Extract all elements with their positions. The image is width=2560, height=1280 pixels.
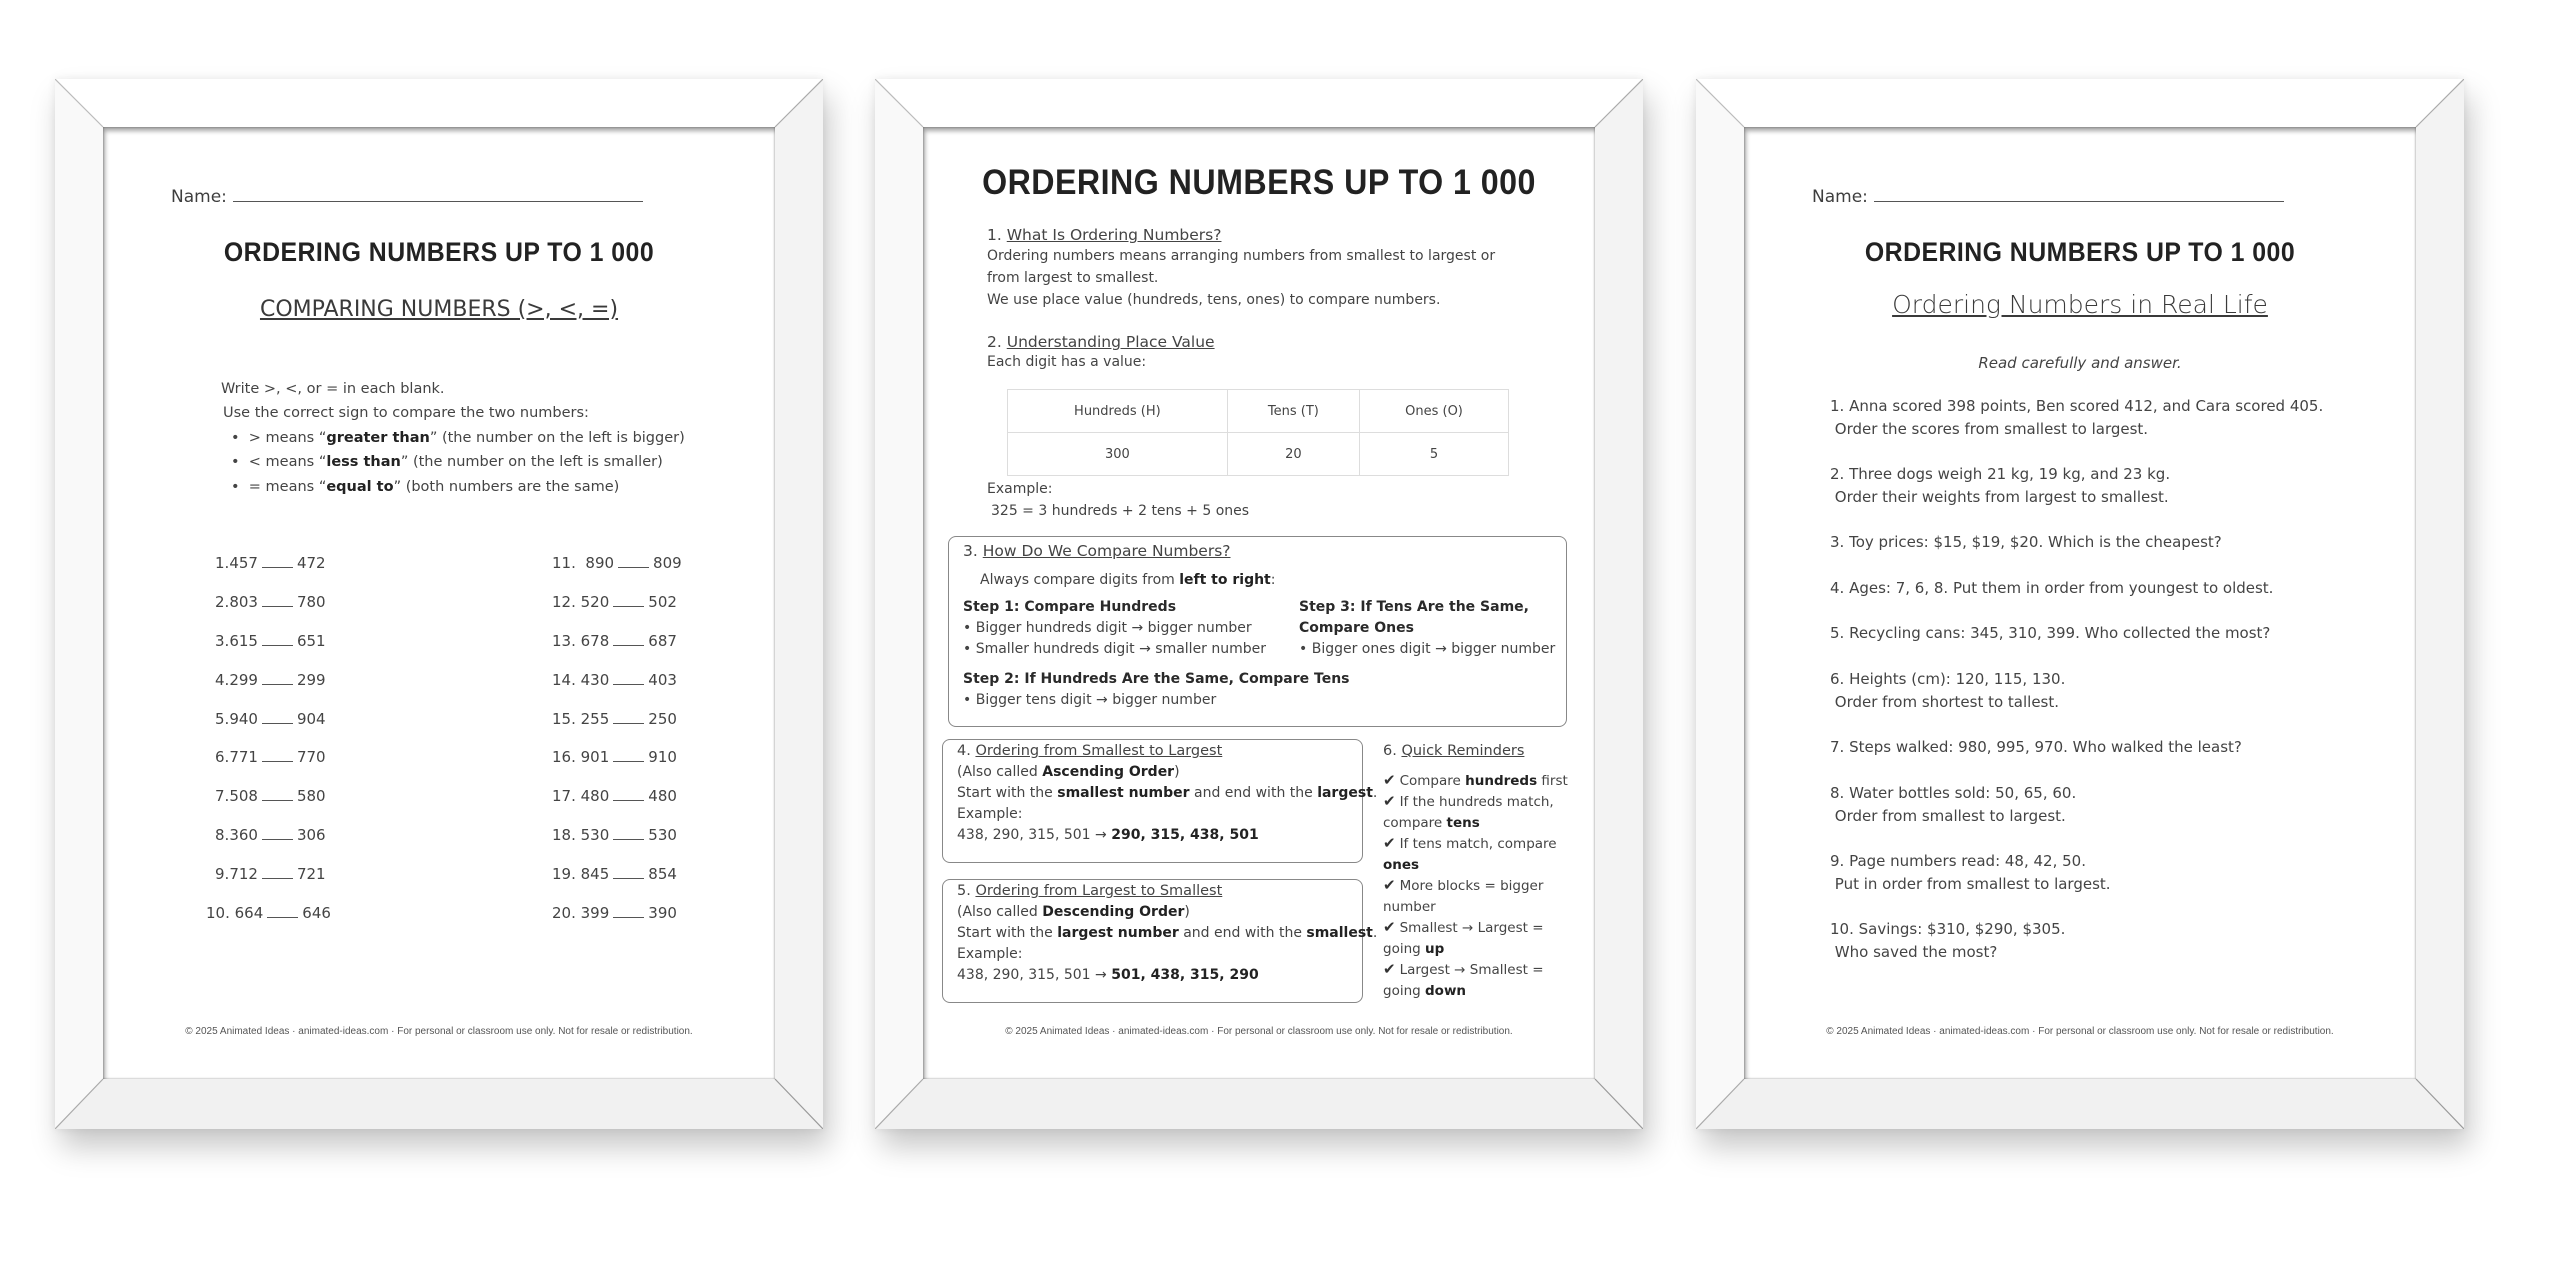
copyright-footer: © 2025 Animated Ideas · animated-ideas.com · For personal or classroom use only. Not for resale or redistribution.	[185, 1026, 693, 1037]
question-7: 7. Steps walked: 980, 995, 970. Who walked the least?	[1830, 738, 2242, 756]
answer-blank[interactable]	[262, 790, 293, 801]
worksheet-page	[103, 127, 775, 1079]
worksheet-subtitle: Ordering Numbers in Real Life	[1892, 290, 2268, 319]
section-4-box	[942, 739, 1378, 863]
section-5-rule: Start with the largest number and end with the smallest.	[957, 925, 1378, 941]
problem-13: 13. 678 687	[552, 632, 677, 650]
problem-1: 1.457 472	[215, 554, 326, 572]
table-row	[1008, 433, 1509, 476]
name-label: Name:	[1812, 187, 1868, 207]
answer-blank[interactable]	[262, 751, 293, 762]
answer-blank[interactable]	[262, 596, 293, 607]
problem-6: 6.771 770	[215, 748, 326, 766]
step-3-title-line-1: Step 3: If Tens Are the Same,	[1299, 599, 1529, 615]
section-5-aka: (Also called Descending Order)	[957, 904, 1190, 920]
problem-16: 16. 901 910	[552, 748, 677, 766]
problem-20: 20. 399 390	[552, 904, 677, 922]
answer-blank[interactable]	[262, 674, 293, 685]
read-carefully-instruction: Read carefully and answer.	[1978, 354, 2182, 372]
reminder-1: ✔ Compare hundreds first	[1383, 771, 1568, 789]
answer-blank[interactable]	[613, 596, 644, 607]
reminder-6: ✔ Largest → Smallest = going down	[1383, 960, 1544, 999]
name-label: Name:	[171, 187, 227, 207]
answer-blank[interactable]	[613, 790, 644, 801]
bullet-greater-than: • > means “greater than” (the number on the left is bigger)	[231, 430, 685, 446]
problem-9: 9.712 721	[215, 865, 326, 883]
checkmark-icon: ✔	[1383, 918, 1396, 936]
answer-blank[interactable]	[613, 868, 644, 879]
copyright-footer: © 2025 Animated Ideas · animated-ideas.com · For personal or classroom use only. Not for resale or redistribution.	[1005, 1026, 1513, 1037]
worksheet-frame-reference	[875, 79, 1643, 1129]
name-blank[interactable]	[1874, 187, 2284, 202]
section-6-heading: 6. Quick Reminders	[1383, 743, 1525, 759]
table-header-ones: Ones (O)	[1360, 390, 1509, 433]
problem-18: 18. 530 530	[552, 826, 677, 844]
section-3-intro: Always compare digits from left to right:	[980, 572, 1276, 588]
worksheet-subtitle: COMPARING NUMBERS (>, <, =)	[259, 297, 619, 322]
answer-blank[interactable]	[262, 557, 293, 568]
problem-12: 12. 520 502	[552, 593, 677, 611]
question-3: 3. Toy prices: $15, $19, $20. Which is the cheapest?	[1830, 533, 2222, 551]
question-10: 10. Savings: $310, $290, $305. Who saved the most?	[1830, 920, 2066, 961]
step-2-bullet-1: • Bigger tens digit → bigger number	[963, 692, 1217, 708]
answer-blank[interactable]	[613, 713, 644, 724]
problem-3: 3.615 651	[215, 632, 326, 650]
step-1-bullet-2: • Smaller hundreds digit → smaller number	[963, 641, 1267, 657]
problem-7: 7.508 580	[215, 787, 326, 805]
worksheet-page	[923, 127, 1595, 1079]
checkmark-icon: ✔	[1383, 834, 1396, 852]
step-2-title: Step 2: If Hundreds Are the Same, Compare Tens	[963, 671, 1350, 687]
section-2-example: 325 = 3 hundreds + 2 tens + 5 ones	[991, 503, 1250, 519]
section-2-heading: 2. Understanding Place Value	[987, 333, 1215, 351]
section-4-aka: (Also called Ascending Order)	[957, 764, 1180, 780]
section-1-line-1: Ordering numbers means arranging numbers from smallest to largest or	[987, 248, 1496, 264]
question-2: 2. Three dogs weigh 21 kg, 19 kg, and 23 kg. Order their weights from largest to smallest.	[1830, 465, 2171, 506]
answer-blank[interactable]	[613, 829, 644, 840]
problem-11: 11. 890 809	[552, 554, 682, 572]
section-4-example-label: Example:	[957, 806, 1023, 822]
name-field[interactable]	[1812, 187, 2284, 207]
problem-5: 5.940 904	[215, 710, 326, 728]
answer-blank[interactable]	[267, 907, 298, 918]
question-5: 5. Recycling cans: 345, 310, 399. Who collected the most?	[1830, 624, 2271, 642]
answer-blank[interactable]	[613, 751, 644, 762]
step-3-bullet-1: • Bigger ones digit → bigger number	[1299, 641, 1556, 657]
answer-blank[interactable]	[262, 829, 293, 840]
table-cell-ones: 5	[1360, 433, 1509, 476]
problem-10: 10. 664 646	[206, 904, 331, 922]
problem-2: 2.803 780	[215, 593, 326, 611]
question-9: 9. Page numbers read: 48, 42, 50. Put in order from smallest to largest.	[1830, 852, 2111, 893]
section-1-line-2: from largest to smallest.	[987, 270, 1159, 286]
section-2-intro: Each digit has a value:	[987, 354, 1147, 370]
question-6: 6. Heights (cm): 120, 115, 130. Order from shortest to tallest.	[1830, 670, 2066, 711]
bullet-equal-to: • = means “equal to” (both numbers are the same)	[231, 479, 620, 495]
step-3-title-line-2: Compare Ones	[1299, 620, 1414, 636]
worksheet-title: ORDERING NUMBERS UP TO 1 000	[1864, 237, 2296, 267]
section-5-heading: 5. Ordering from Largest to Smallest	[957, 883, 1223, 899]
step-1-bullet-1: • Bigger hundreds digit → bigger number	[963, 620, 1252, 636]
problem-19: 19. 845 854	[552, 865, 677, 883]
reminder-2: ✔ If the hundreds match, compare tens	[1383, 792, 1554, 831]
table-cell-hundreds: 300	[1008, 433, 1228, 476]
table-header-tens: Tens (T)	[1227, 390, 1359, 433]
table-header-row	[1008, 390, 1509, 433]
table-cell-tens: 20	[1227, 433, 1359, 476]
problem-8: 8.360 306	[215, 826, 326, 844]
answer-blank[interactable]	[613, 635, 644, 646]
section-1-heading: 1. What Is Ordering Numbers?	[987, 226, 1222, 244]
section-1-line-3: We use place value (hundreds, tens, ones) to compare numbers.	[987, 292, 1441, 308]
section-4-rule: Start with the smallest number and end with the largest.	[957, 785, 1378, 801]
place-value-table	[1007, 389, 1509, 476]
problem-17: 17. 480 480	[552, 787, 677, 805]
reminder-4: ✔ More blocks = bigger number	[1383, 876, 1544, 915]
checkmark-icon: ✔	[1383, 792, 1396, 810]
section-5-example-label: Example:	[957, 946, 1023, 962]
name-field[interactable]	[171, 187, 643, 207]
checkmark-icon: ✔	[1383, 876, 1396, 894]
section-4-heading: 4. Ordering from Smallest to Largest	[957, 743, 1223, 759]
instruction-line-2: Use the correct sign to compare the two numbers:	[223, 405, 589, 421]
reminder-3: ✔ If tens match, compare ones	[1383, 834, 1557, 873]
answer-blank[interactable]	[613, 674, 644, 685]
answer-blank[interactable]	[262, 635, 293, 646]
answer-blank[interactable]	[262, 713, 293, 724]
section-3-box	[948, 536, 1567, 727]
step-1-title: Step 1: Compare Hundreds	[963, 599, 1177, 615]
table-header-hundreds: Hundreds (H)	[1008, 390, 1228, 433]
answer-blank[interactable]	[613, 907, 644, 918]
worksheet-frame-real-life	[1696, 79, 2464, 1129]
copyright-footer: © 2025 Animated Ideas · animated-ideas.com · For personal or classroom use only. Not for resale or redistribution.	[1826, 1026, 2334, 1037]
name-blank[interactable]	[233, 187, 643, 202]
problem-15: 15. 255 250	[552, 710, 677, 728]
question-4: 4. Ages: 7, 6, 8. Put them in order from youngest to oldest.	[1830, 579, 2274, 597]
problem-14: 14. 430 403	[552, 671, 677, 689]
worksheet-title: ORDERING NUMBERS UP TO 1 000	[223, 237, 655, 267]
checkmark-icon: ✔	[1383, 960, 1396, 978]
section-3-heading: 3. How Do We Compare Numbers?	[963, 542, 1231, 560]
question-1: 1. Anna scored 398 points, Ben scored 412, and Cara scored 405. Order the scores from smallest to largest.	[1830, 397, 2324, 438]
checkmark-icon: ✔	[1383, 771, 1396, 789]
reminder-5: ✔ Smallest → Largest = going up	[1383, 918, 1544, 957]
section-2-example-label: Example:	[987, 481, 1053, 497]
section-5-example: 438, 290, 315, 501 → 501, 438, 315, 290	[957, 967, 1259, 983]
bullet-less-than: • < means “less than” (the number on the left is smaller)	[231, 454, 663, 470]
section-5-box	[942, 879, 1378, 1003]
worksheet-frame-comparing	[55, 79, 823, 1129]
section-4-example: 438, 290, 315, 501 → 290, 315, 438, 501	[957, 827, 1259, 843]
question-8: 8. Water bottles sold: 50, 65, 60. Order from smallest to largest.	[1830, 784, 2077, 825]
instruction-line-1: Write >, <, or = in each blank.	[221, 381, 445, 397]
problem-4: 4.299 299	[215, 671, 326, 689]
answer-blank[interactable]	[618, 557, 649, 568]
worksheet-title: ORDERING NUMBERS UP TO 1 000	[982, 163, 1536, 202]
answer-blank[interactable]	[262, 868, 293, 879]
worksheet-page	[1744, 127, 2416, 1079]
